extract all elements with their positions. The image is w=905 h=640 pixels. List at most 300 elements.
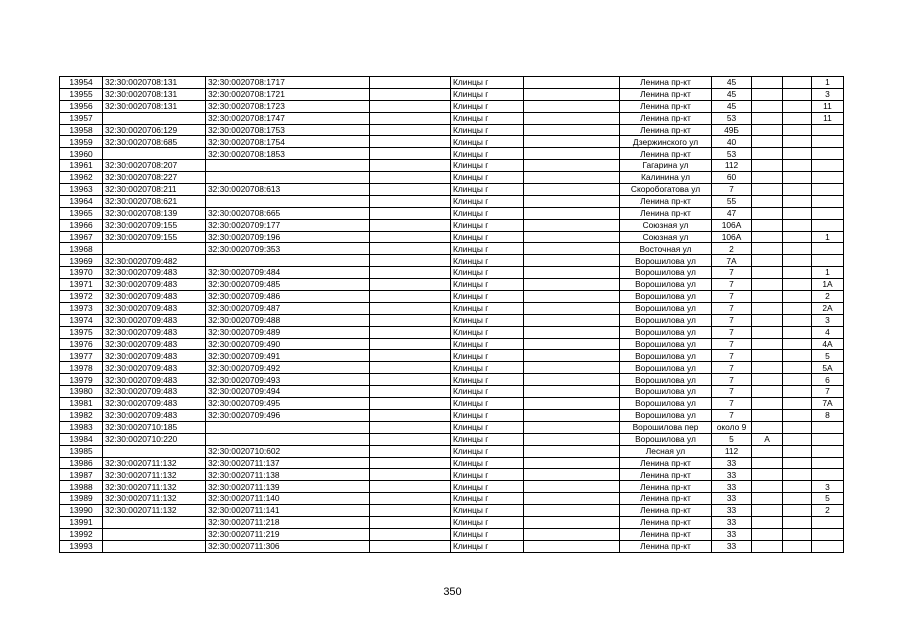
- cell-house-letter: [752, 112, 783, 124]
- cell-settlement: [524, 195, 620, 207]
- cell-parcel-cadastral-number: 32:30:0020709:483: [103, 398, 206, 410]
- cell-house-letter: [752, 374, 783, 386]
- cell-building: [783, 136, 812, 148]
- cell-house-letter: [752, 469, 783, 481]
- cell-object-cadastral-number: 32:30:0020708:1747: [206, 112, 370, 124]
- cell-house-letter: [752, 124, 783, 136]
- cell-apartment: 7А: [812, 398, 844, 410]
- cell-object-cadastral-number: 32:30:0020708:1717: [206, 77, 370, 89]
- cell-street: Ленина пр-кт: [620, 148, 712, 160]
- table-row: [60, 516, 844, 528]
- cell-city: Клинцы г: [451, 516, 524, 528]
- cell-row-number: 13979: [60, 374, 103, 386]
- cell-object-cadastral-number: 32:30:0020709:489: [206, 326, 370, 338]
- table-row: [60, 409, 844, 421]
- cell-object-cadastral-number: 32:30:0020709:484: [206, 267, 370, 279]
- cell-object-cadastral-number: 32:30:0020710:602: [206, 445, 370, 457]
- cell-apartment: 1: [812, 231, 844, 243]
- cell-row-number: 13981: [60, 398, 103, 410]
- cell-building: [783, 493, 812, 505]
- cell-city: Клинцы г: [451, 314, 524, 326]
- cell-street: Лесная ул: [620, 445, 712, 457]
- cell-house-letter: [752, 516, 783, 528]
- cell-district: [370, 77, 451, 89]
- cell-street: Ворошилова ул: [620, 291, 712, 303]
- cell-building: [783, 195, 812, 207]
- cell-house-number: 33: [712, 481, 752, 493]
- cell-street: Скоробогатова ул: [620, 184, 712, 196]
- cell-object-cadastral-number: 32:30:0020708:1853: [206, 148, 370, 160]
- cell-building: [783, 326, 812, 338]
- cell-row-number: 13966: [60, 219, 103, 231]
- table-row: [60, 136, 844, 148]
- cell-street: Ворошилова ул: [620, 374, 712, 386]
- cell-building: [783, 314, 812, 326]
- cell-house-letter: [752, 255, 783, 267]
- cell-settlement: [524, 314, 620, 326]
- cell-apartment: 8: [812, 409, 844, 421]
- cell-parcel-cadastral-number: 32:30:0020710:185: [103, 421, 206, 433]
- cell-parcel-cadastral-number: 32:30:0020709:483: [103, 279, 206, 291]
- cell-apartment: 7: [812, 386, 844, 398]
- table-row: [60, 172, 844, 184]
- cell-house-number: 5: [712, 433, 752, 445]
- cell-row-number: 13971: [60, 279, 103, 291]
- table-row: [60, 100, 844, 112]
- table-row: [60, 540, 844, 552]
- cell-row-number: 13964: [60, 195, 103, 207]
- cell-settlement: [524, 457, 620, 469]
- cell-building: [783, 469, 812, 481]
- cell-district: [370, 184, 451, 196]
- cell-house-number: 7А: [712, 255, 752, 267]
- table-row: [60, 112, 844, 124]
- cell-street: Калинина ул: [620, 172, 712, 184]
- cell-parcel-cadastral-number: 32:30:0020709:482: [103, 255, 206, 267]
- cell-settlement: [524, 172, 620, 184]
- table-row: [60, 481, 844, 493]
- cell-settlement: [524, 433, 620, 445]
- cell-parcel-cadastral-number: 32:30:0020711:132: [103, 505, 206, 517]
- cell-settlement: [524, 445, 620, 457]
- cell-city: Клинцы г: [451, 409, 524, 421]
- cell-building: [783, 481, 812, 493]
- cell-house-letter: [752, 136, 783, 148]
- cell-house-number: 53: [712, 148, 752, 160]
- cell-row-number: 13959: [60, 136, 103, 148]
- cell-settlement: [524, 516, 620, 528]
- cell-house-letter: [752, 505, 783, 517]
- cell-house-letter: [752, 350, 783, 362]
- cell-parcel-cadastral-number: 32:30:0020708:131: [103, 100, 206, 112]
- cell-district: [370, 136, 451, 148]
- cell-building: [783, 421, 812, 433]
- cell-house-letter: [752, 195, 783, 207]
- cell-apartment: [812, 184, 844, 196]
- cell-city: Клинцы г: [451, 493, 524, 505]
- cell-city: Клинцы г: [451, 350, 524, 362]
- table-row: [60, 77, 844, 89]
- cell-parcel-cadastral-number: 32:30:0020709:483: [103, 326, 206, 338]
- cell-row-number: 13982: [60, 409, 103, 421]
- cell-object-cadastral-number: [206, 421, 370, 433]
- cell-city: Клинцы г: [451, 195, 524, 207]
- cell-street: Ленина пр-кт: [620, 505, 712, 517]
- cell-parcel-cadastral-number: [103, 243, 206, 255]
- cell-apartment: [812, 160, 844, 172]
- cell-parcel-cadastral-number: 32:30:0020709:483: [103, 362, 206, 374]
- cell-district: [370, 88, 451, 100]
- cell-building: [783, 243, 812, 255]
- cell-district: [370, 516, 451, 528]
- cell-object-cadastral-number: [206, 195, 370, 207]
- cell-building: [783, 445, 812, 457]
- cell-house-number: 7: [712, 326, 752, 338]
- cell-building: [783, 338, 812, 350]
- cell-parcel-cadastral-number: 32:30:0020708:211: [103, 184, 206, 196]
- cell-parcel-cadastral-number: 32:30:0020708:227: [103, 172, 206, 184]
- cell-house-number: 7: [712, 279, 752, 291]
- cell-row-number: 13978: [60, 362, 103, 374]
- cell-city: Клинцы г: [451, 540, 524, 552]
- cell-street: Ворошилова ул: [620, 314, 712, 326]
- cell-city: Клинцы г: [451, 338, 524, 350]
- cell-building: [783, 350, 812, 362]
- cell-house-letter: [752, 386, 783, 398]
- table-row: [60, 88, 844, 100]
- cell-district: [370, 291, 451, 303]
- cell-street: Ленина пр-кт: [620, 516, 712, 528]
- cell-house-number: 7: [712, 386, 752, 398]
- cell-settlement: [524, 112, 620, 124]
- table-row: [60, 231, 844, 243]
- cell-settlement: [524, 350, 620, 362]
- cell-settlement: [524, 362, 620, 374]
- cell-settlement: [524, 386, 620, 398]
- cell-house-number: 7: [712, 302, 752, 314]
- cell-building: [783, 112, 812, 124]
- cell-object-cadastral-number: 32:30:0020709:353: [206, 243, 370, 255]
- cell-city: Клинцы г: [451, 219, 524, 231]
- table-row: [60, 469, 844, 481]
- cell-row-number: 13957: [60, 112, 103, 124]
- cell-settlement: [524, 77, 620, 89]
- cell-house-letter: [752, 184, 783, 196]
- cell-settlement: [524, 481, 620, 493]
- table-row: [60, 338, 844, 350]
- cell-district: [370, 481, 451, 493]
- cell-apartment: [812, 172, 844, 184]
- cell-settlement: [524, 219, 620, 231]
- cell-street: Ворошилова ул: [620, 267, 712, 279]
- cell-object-cadastral-number: 32:30:0020711:218: [206, 516, 370, 528]
- cell-house-number: 7: [712, 362, 752, 374]
- cell-district: [370, 433, 451, 445]
- cell-apartment: 11: [812, 100, 844, 112]
- cell-street: Восточная ул: [620, 243, 712, 255]
- cell-house-letter: [752, 457, 783, 469]
- cell-city: Клинцы г: [451, 124, 524, 136]
- cell-house-letter: А: [752, 433, 783, 445]
- cell-apartment: 4: [812, 326, 844, 338]
- cell-row-number: 13954: [60, 77, 103, 89]
- cell-district: [370, 505, 451, 517]
- cell-district: [370, 398, 451, 410]
- cell-object-cadastral-number: [206, 160, 370, 172]
- cell-house-number: 40: [712, 136, 752, 148]
- table-row: [60, 445, 844, 457]
- cell-settlement: [524, 540, 620, 552]
- cell-row-number: 13967: [60, 231, 103, 243]
- cell-house-letter: [752, 148, 783, 160]
- cell-parcel-cadastral-number: 32:30:0020708:621: [103, 195, 206, 207]
- cell-house-letter: [752, 88, 783, 100]
- cell-house-number: 60: [712, 172, 752, 184]
- cell-parcel-cadastral-number: 32:30:0020708:131: [103, 88, 206, 100]
- cell-city: Клинцы г: [451, 100, 524, 112]
- cell-parcel-cadastral-number: 32:30:0020708:207: [103, 160, 206, 172]
- cell-street: Ленина пр-кт: [620, 469, 712, 481]
- cell-house-letter: [752, 207, 783, 219]
- table-row: [60, 362, 844, 374]
- cell-apartment: 5: [812, 493, 844, 505]
- cell-row-number: 13985: [60, 445, 103, 457]
- cell-district: [370, 362, 451, 374]
- cell-street: Ленина пр-кт: [620, 481, 712, 493]
- cell-house-number: 33: [712, 457, 752, 469]
- cell-settlement: [524, 255, 620, 267]
- cell-building: [783, 516, 812, 528]
- cell-parcel-cadastral-number: 32:30:0020709:483: [103, 350, 206, 362]
- cell-parcel-cadastral-number: 32:30:0020709:483: [103, 267, 206, 279]
- cell-row-number: 13986: [60, 457, 103, 469]
- cell-building: [783, 267, 812, 279]
- cell-apartment: 4А: [812, 338, 844, 350]
- cell-city: Клинцы г: [451, 433, 524, 445]
- cell-apartment: 11: [812, 112, 844, 124]
- cell-object-cadastral-number: 32:30:0020708:665: [206, 207, 370, 219]
- cell-house-letter: [752, 540, 783, 552]
- cell-apartment: [812, 516, 844, 528]
- cell-street: Ленина пр-кт: [620, 195, 712, 207]
- cell-row-number: 13976: [60, 338, 103, 350]
- cell-house-number: 7: [712, 338, 752, 350]
- cell-district: [370, 148, 451, 160]
- cell-house-number: 49Б: [712, 124, 752, 136]
- cell-street: Ворошилова ул: [620, 362, 712, 374]
- cell-house-number: 7: [712, 409, 752, 421]
- cell-district: [370, 279, 451, 291]
- cell-parcel-cadastral-number: 32:30:0020708:131: [103, 77, 206, 89]
- cell-object-cadastral-number: [206, 172, 370, 184]
- cell-object-cadastral-number: 32:30:0020709:495: [206, 398, 370, 410]
- cell-settlement: [524, 184, 620, 196]
- cell-row-number: 13988: [60, 481, 103, 493]
- cell-city: Клинцы г: [451, 469, 524, 481]
- cell-building: [783, 291, 812, 303]
- page-number: 350: [443, 586, 462, 598]
- table-row: [60, 433, 844, 445]
- cell-parcel-cadastral-number: 32:30:0020710:220: [103, 433, 206, 445]
- cell-house-number: 33: [712, 528, 752, 540]
- cell-house-letter: [752, 291, 783, 303]
- cell-building: [783, 160, 812, 172]
- cell-apartment: [812, 124, 844, 136]
- cell-building: [783, 100, 812, 112]
- cell-street: Ворошилова ул: [620, 255, 712, 267]
- cell-district: [370, 386, 451, 398]
- cell-settlement: [524, 267, 620, 279]
- cell-parcel-cadastral-number: 32:30:0020706:129: [103, 124, 206, 136]
- cell-district: [370, 374, 451, 386]
- cell-district: [370, 445, 451, 457]
- cell-street: Ленина пр-кт: [620, 88, 712, 100]
- cell-city: Клинцы г: [451, 362, 524, 374]
- cell-district: [370, 326, 451, 338]
- cell-parcel-cadastral-number: 32:30:0020709:483: [103, 302, 206, 314]
- cell-house-number: 106А: [712, 231, 752, 243]
- cell-district: [370, 219, 451, 231]
- table-row: [60, 457, 844, 469]
- cell-row-number: 13970: [60, 267, 103, 279]
- cell-building: [783, 540, 812, 552]
- cell-street: Гагарина ул: [620, 160, 712, 172]
- cell-street: Ворошилова ул: [620, 398, 712, 410]
- cell-building: [783, 409, 812, 421]
- cell-parcel-cadastral-number: [103, 516, 206, 528]
- cell-house-letter: [752, 172, 783, 184]
- cell-apartment: 6: [812, 374, 844, 386]
- cell-building: [783, 172, 812, 184]
- cell-apartment: 2: [812, 291, 844, 303]
- cell-object-cadastral-number: 32:30:0020711:141: [206, 505, 370, 517]
- cell-house-number: 45: [712, 88, 752, 100]
- cell-parcel-cadastral-number: [103, 112, 206, 124]
- cell-city: Клинцы г: [451, 291, 524, 303]
- cell-house-number: 7: [712, 374, 752, 386]
- cell-parcel-cadastral-number: 32:30:0020709:483: [103, 314, 206, 326]
- cell-house-number: 53: [712, 112, 752, 124]
- cell-apartment: 5А: [812, 362, 844, 374]
- cell-settlement: [524, 409, 620, 421]
- cell-parcel-cadastral-number: 32:30:0020709:483: [103, 374, 206, 386]
- cell-house-letter: [752, 326, 783, 338]
- cell-house-number: 7: [712, 314, 752, 326]
- cell-row-number: 13969: [60, 255, 103, 267]
- cell-district: [370, 112, 451, 124]
- table-row: [60, 219, 844, 231]
- cell-apartment: [812, 457, 844, 469]
- cell-apartment: [812, 528, 844, 540]
- cell-building: [783, 398, 812, 410]
- cell-house-letter: [752, 243, 783, 255]
- cell-city: Клинцы г: [451, 445, 524, 457]
- cell-house-letter: [752, 100, 783, 112]
- cell-building: [783, 505, 812, 517]
- cell-building: [783, 279, 812, 291]
- table-row: [60, 493, 844, 505]
- cell-row-number: 13962: [60, 172, 103, 184]
- cell-settlement: [524, 469, 620, 481]
- cell-house-number: 45: [712, 77, 752, 89]
- cell-house-number: 112: [712, 160, 752, 172]
- cell-apartment: [812, 433, 844, 445]
- cell-object-cadastral-number: 32:30:0020711:140: [206, 493, 370, 505]
- cell-apartment: [812, 136, 844, 148]
- cell-house-number: 7: [712, 398, 752, 410]
- cell-district: [370, 314, 451, 326]
- cell-parcel-cadastral-number: [103, 528, 206, 540]
- cell-apartment: [812, 445, 844, 457]
- cell-city: Клинцы г: [451, 481, 524, 493]
- cell-building: [783, 255, 812, 267]
- cell-object-cadastral-number: 32:30:0020709:177: [206, 219, 370, 231]
- cell-settlement: [524, 279, 620, 291]
- cell-settlement: [524, 421, 620, 433]
- cell-row-number: 13984: [60, 433, 103, 445]
- cell-apartment: [812, 469, 844, 481]
- cell-settlement: [524, 124, 620, 136]
- cell-apartment: 3: [812, 481, 844, 493]
- cell-city: Клинцы г: [451, 77, 524, 89]
- table-row: [60, 314, 844, 326]
- cell-house-letter: [752, 493, 783, 505]
- cell-street: Ленина пр-кт: [620, 528, 712, 540]
- cell-house-number: 2: [712, 243, 752, 255]
- cell-street: Ворошилова ул: [620, 302, 712, 314]
- cell-settlement: [524, 374, 620, 386]
- cell-parcel-cadastral-number: [103, 148, 206, 160]
- cell-row-number: 13974: [60, 314, 103, 326]
- cell-house-letter: [752, 338, 783, 350]
- cell-row-number: 13990: [60, 505, 103, 517]
- cell-object-cadastral-number: 32:30:0020709:490: [206, 338, 370, 350]
- cell-house-letter: [752, 302, 783, 314]
- cell-street: Ворошилова ул: [620, 409, 712, 421]
- table-row: [60, 255, 844, 267]
- cell-object-cadastral-number: 32:30:0020709:196: [206, 231, 370, 243]
- cell-street: Ворошилова ул: [620, 433, 712, 445]
- cell-settlement: [524, 528, 620, 540]
- cell-row-number: 13973: [60, 302, 103, 314]
- cell-row-number: 13955: [60, 88, 103, 100]
- table-row: [60, 398, 844, 410]
- cell-object-cadastral-number: 32:30:0020711:137: [206, 457, 370, 469]
- cell-building: [783, 374, 812, 386]
- table-row: [60, 291, 844, 303]
- cell-building: [783, 528, 812, 540]
- cell-district: [370, 409, 451, 421]
- cell-building: [783, 77, 812, 89]
- cell-settlement: [524, 136, 620, 148]
- cell-apartment: [812, 219, 844, 231]
- cell-house-number: 55: [712, 195, 752, 207]
- cell-row-number: 13993: [60, 540, 103, 552]
- cell-district: [370, 528, 451, 540]
- cell-apartment: [812, 255, 844, 267]
- cell-house-number: 112: [712, 445, 752, 457]
- cell-district: [370, 540, 451, 552]
- cell-house-letter: [752, 421, 783, 433]
- table-row: [60, 528, 844, 540]
- cell-row-number: 13956: [60, 100, 103, 112]
- cell-building: [783, 302, 812, 314]
- cell-object-cadastral-number: [206, 433, 370, 445]
- table-row: [60, 374, 844, 386]
- cell-parcel-cadastral-number: 32:30:0020711:132: [103, 457, 206, 469]
- cell-district: [370, 231, 451, 243]
- cell-apartment: 5: [812, 350, 844, 362]
